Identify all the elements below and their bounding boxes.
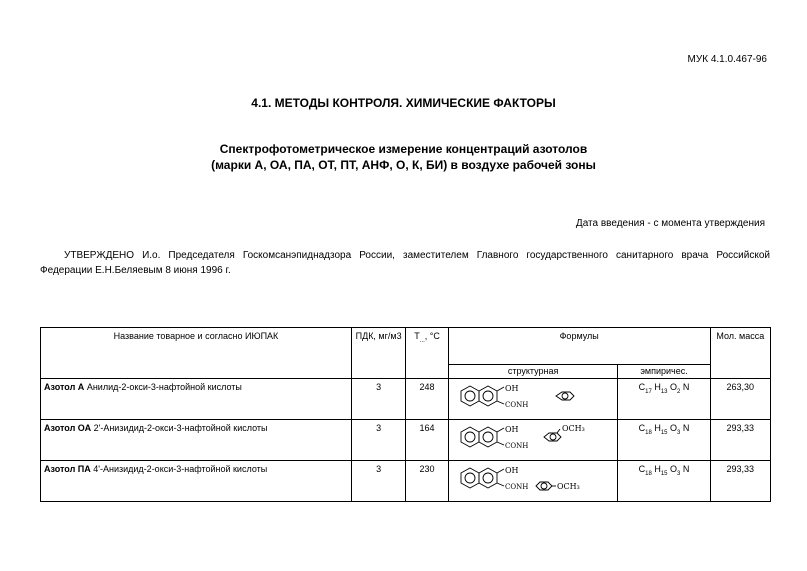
struct-chain-label: CONH	[504, 483, 529, 491]
formula-part: O	[667, 382, 678, 392]
header-mass: Мол. масса	[710, 328, 770, 379]
structure-image	[452, 382, 602, 412]
pdk-value: 3	[351, 461, 405, 502]
struct-chain-label: CONH	[504, 401, 529, 409]
iupac-name: Анилид-2-окси-3-нафтойной кислоты	[84, 382, 242, 392]
molar-mass: 293,33	[710, 420, 770, 461]
header-temp-symbol: T	[414, 331, 420, 341]
table-header-row	[41, 328, 771, 365]
document-title	[0, 141, 807, 173]
formula-sub: 3	[677, 470, 681, 477]
struct-oh-label: OH	[504, 384, 519, 393]
struct-chain-label: CONH	[504, 442, 529, 450]
table-row	[41, 461, 771, 502]
header-pdk: ПДК, мг/м3	[351, 328, 405, 379]
azotol-table	[40, 327, 771, 502]
formula-sub: 2	[677, 388, 681, 395]
temp-value: 248	[406, 379, 449, 420]
structure-image	[452, 464, 602, 494]
table-row	[41, 420, 771, 461]
formula-sub: 13	[660, 388, 668, 395]
empirical-formula	[618, 379, 710, 420]
compound-name	[41, 420, 352, 461]
formula-part: N	[680, 464, 690, 474]
formula-sub: 17	[645, 388, 652, 395]
compound-name	[41, 461, 352, 502]
empirical-formula	[618, 461, 710, 502]
header-empirical: эмпиричес.	[618, 365, 710, 379]
document-title-line-2: (марки А, ОА, ПА, ОТ, ПТ, АНФ, О, К, БИ) в воздухе рабочей зоны	[211, 158, 596, 172]
table-row	[41, 379, 771, 420]
molar-mass: 293,33	[710, 461, 770, 502]
structural-formula	[448, 379, 618, 420]
pdk-value: 3	[351, 379, 405, 420]
formula-part: C	[638, 423, 646, 433]
formula-sub: 18	[645, 429, 652, 436]
formula-part: N	[680, 382, 690, 392]
temp-value: 230	[406, 461, 449, 502]
molar-mass: 263,30	[710, 379, 770, 420]
compound-name	[41, 379, 352, 420]
temp-value: 164	[406, 420, 449, 461]
formula-sub: 15	[660, 429, 668, 436]
document-title-line-1: Спектрофотометрическое измерение концентраций азотолов	[219, 142, 588, 156]
header-structural: структурная	[448, 365, 618, 379]
header-temp-unit: , °C	[424, 331, 440, 341]
formula-sub: 18	[645, 470, 652, 477]
struct-oh-label: OH	[504, 425, 519, 434]
structural-formula	[448, 461, 618, 502]
formula-part: O	[667, 464, 678, 474]
struct-oh-label: OH	[504, 466, 519, 475]
iupac-name: 4'-Анизидид-2-окси-3-нафтойной кислоты	[90, 464, 268, 474]
formula-part: C	[638, 382, 646, 392]
formula-sub: 3	[677, 429, 681, 436]
header-temp-sub: ...	[419, 337, 425, 344]
formula-sub: 15	[660, 470, 668, 477]
approval-statement: УТВЕРЖДЕНО И.о. Председателя Госкомсанэпиднадзора России, заместителем Главного государственного санитарного врача Российской Федерации Е.Н.Беляевым 8 июня 1996 г.	[40, 250, 770, 276]
trade-name: Азотол ПА	[44, 464, 91, 474]
structural-formula	[448, 420, 618, 461]
doc-code: МУК 4.1.0.467-96	[687, 54, 767, 65]
pdk-value: 3	[351, 420, 405, 461]
structure-image	[452, 423, 602, 453]
formula-part: C	[638, 464, 646, 474]
formula-part: N	[680, 423, 690, 433]
struct-substituent-label: OCH₃	[556, 482, 580, 491]
header-temperature	[406, 328, 449, 379]
header-formulas: Формулы	[448, 328, 710, 365]
introduction-date: Дата введения - с момента утверждения	[575, 218, 765, 229]
iupac-name: 2'-Анизидид-2-окси-3-нафтойной кислоты	[91, 423, 268, 433]
trade-name: Азотол А	[44, 382, 85, 392]
empirical-formula	[618, 420, 710, 461]
trade-name: Азотол ОА	[44, 423, 92, 433]
struct-substituent-label: OCH₃	[561, 424, 585, 433]
formula-part: H	[651, 464, 661, 474]
section-title: 4.1. МЕТОДЫ КОНТРОЛЯ. ХИМИЧЕСКИЕ ФАКТОРЫ	[251, 96, 556, 110]
formula-part: O	[667, 423, 678, 433]
formula-part: H	[651, 382, 661, 392]
formula-part: H	[651, 423, 661, 433]
header-name: Название товарное и согласно ИЮПАК	[41, 328, 352, 379]
